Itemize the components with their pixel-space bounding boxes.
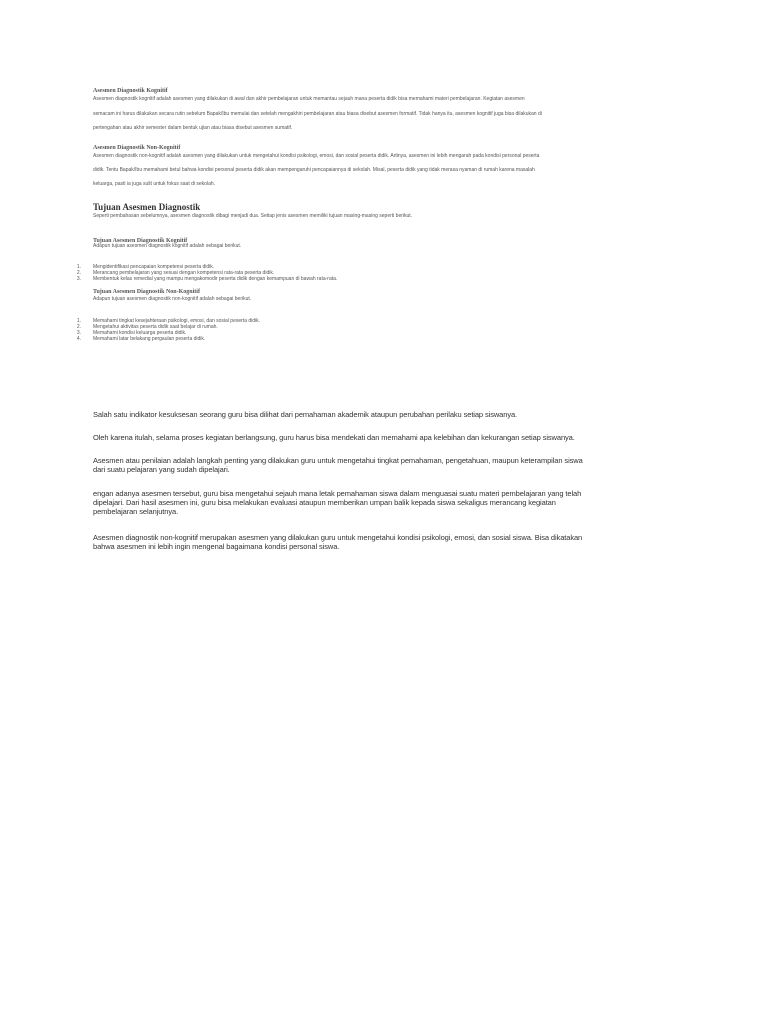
- paragraph-line: didik. Tentu Bapak/Ibu memahami betul bahwa kondisi personal peserta didik akan mempengaruhi pencapaiannya di sekolah. Misal, peserta didik yang tidak merasa nyaman di rumah karena masalah: [93, 167, 535, 173]
- lower-paragraph-4: [93, 489, 683, 516]
- lower-paragraph-2: [93, 433, 683, 442]
- tujuan-intro: Seperti pembahasan sebelumnya, asesmen diagnostik dibagi menjadi dua. Setiap jenis asesmen memiliki tujuan masing-masing seperti berikut.: [93, 213, 413, 219]
- nonkognitif-goals-lead: Adapun tujuan asesmen diagnostik non-kognitif adalah sebagai berikut.: [93, 296, 252, 302]
- nonkognitif-goals-heading: Tujuan Asesmen Diagnostik Non-Kognitif: [93, 289, 200, 295]
- paragraph-line: Oleh karena itulah, selama proses kegiatan berlangsung, guru harus bisa mendekati dan memahami apa kelebihan dan kekurangan setiap siswanya.: [93, 433, 575, 442]
- paragraph-line: dipelajari. Dari hasil asesmen ini, guru bisa melakukan evaluasi ataupun memberikan umpan balik kepada siswa sekaligus merancang kegiatan: [93, 498, 556, 507]
- lower-paragraph-5: [93, 533, 683, 551]
- paragraph-line: engan adanya asesmen tersebut, guru bisa mengetahui sejauh mana letak pemahaman siswa dalam menguasai suatu materi pembelajaran yang telah: [93, 489, 582, 498]
- tujuan-heading: Tujuan Asesmen Diagnostik: [93, 202, 201, 212]
- paragraph-line: Asesmen diagnostik kognitif adalah asesmen yang dilakukan di awal dan akhir pembelajaran untuk memantau sejauh mana peserta didik bisa memahami materi pembelajaran. Kegiatan asesmen: [93, 96, 525, 102]
- list-item: 1. Mengidentifikasi pencapaian kompetensi peserta didik.: [76, 264, 215, 270]
- paragraph-line: Salah satu indikator kesuksesan seorang guru bisa dilihat dari pemahaman akademik ataupun perubahan perilaku setiap siswanya.: [93, 410, 518, 419]
- section-heading-kognitif: Asesmen Diagnostik Kognitif: [93, 88, 168, 94]
- paragraph-line: semacam ini harus dilakukan secara rutin sebelum Bapak/Ibu memulai dan setelah mengakhiri pembelajaran atau biasa disebut asesmen formatif. Tidak hanya itu, asesmen kognitif juga bisa dilakukan di: [93, 111, 542, 117]
- list-item: 2. Merancang pembelajaran yang sesuai dengan kompetensi rata-rata peserta didik.: [76, 270, 275, 276]
- list-item: 4. Memahami latar belakang pergaulan peserta didik.: [76, 336, 206, 342]
- paragraph-line: Asesmen atau penilaian adalah langkah penting yang dilakukan guru untuk mengetahui tingkat pemahaman, pengetahuan, maupun keterampilan siswa: [93, 456, 583, 465]
- kognitif-goals-list: [76, 264, 338, 282]
- list-item: 3. Memahami kondisi keluarga peserta didik.: [76, 330, 187, 336]
- paragraph-line: Asesmen diagnostik non-kognitif adalah asesmen yang dilakukan untuk mengetahui kondisi psikologi, emosi, dan sosial peserta didik. Artinya, asesmen ini lebih mengarah pada kondisi personal peserta: [93, 153, 540, 159]
- lower-paragraph-1: [93, 410, 683, 419]
- paragraph-line: Asesmen diagnostik non-kognitif merupakan asesmen yang dilakukan guru untuk mengetahui kondisi psikologi, emosi, dan sosial siswa. Bisa dikatakan: [93, 533, 583, 542]
- paragraph-line: pertengahan atau akhir semester dalam bentuk ujian atau biasa disebut asesmen sumatif.: [93, 125, 293, 131]
- paragraph-line: bahwa asesmen ini lebih ingin mengenal bagaimana kondisi personal siswa.: [93, 542, 340, 551]
- nonkognitif-goals-list: [76, 318, 261, 342]
- list-item: 3. Membentuk kelas remedial yang mampu mengakomodir peserta didik dengan kemampuan di bawah rata-rata.: [76, 276, 338, 282]
- section-heading-nonkognitif: Asesmen Diagnostik Non-Kognitif: [93, 145, 181, 151]
- list-item: 2. Mengetahui aktivitas peserta didik saat belajar di rumah.: [76, 324, 218, 330]
- paragraph-line: keluarga, pasti ia juga sulit untuk fokus saat di sekolah.: [93, 181, 216, 187]
- paragraph-line: dari suatu pelajaran yang sudah dipelajari.: [93, 465, 230, 474]
- paragraph-line: pembelajaran selanjutnya.: [93, 507, 179, 516]
- lower-paragraph-3: [93, 456, 683, 474]
- list-item: 1. Memahami tingkat kesejahteraan psikologi, emosi, dan sosial peserta didik.: [76, 318, 261, 324]
- kognitif-goals-heading: Tujuan Asesmen Diagnostik Kognitif: [93, 238, 188, 244]
- kognitif-goals-lead: Adapun tujuan asesmen diagnostik kognitif adalah sebagai berikut.: [93, 243, 242, 249]
